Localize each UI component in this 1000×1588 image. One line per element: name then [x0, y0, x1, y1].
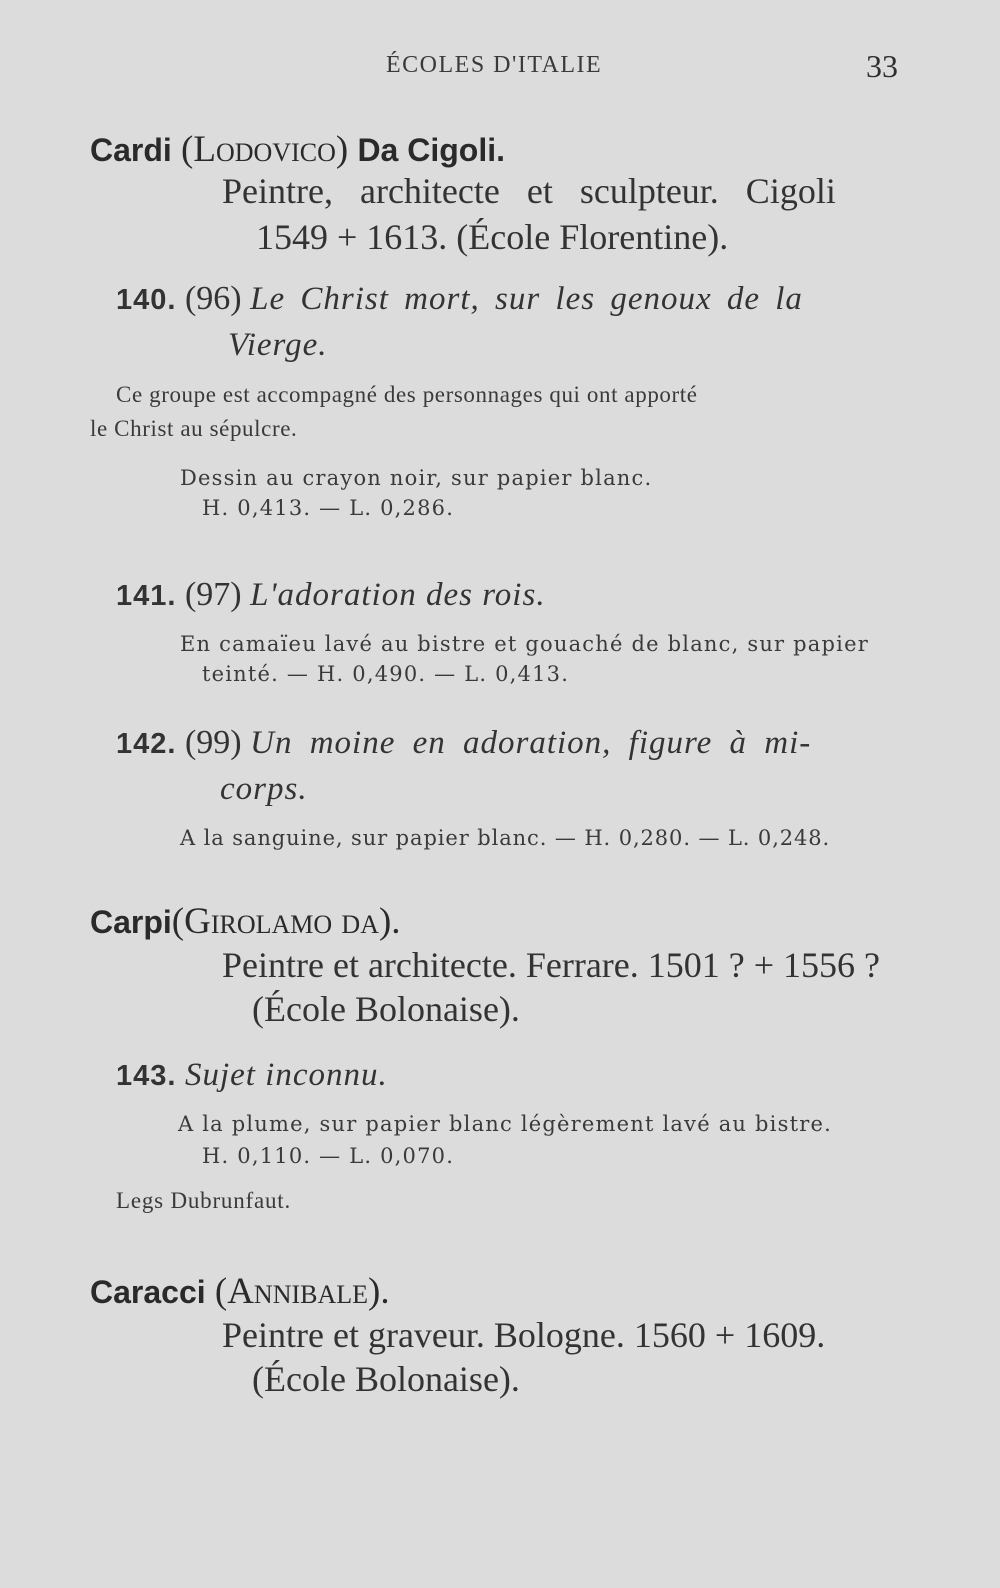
entry-ref: (96) [184, 280, 242, 317]
entry-note-line: le Christ au sépulcre. [90, 416, 298, 441]
artist-bio-line: Peintre et architecte. Ferrare. 1501 ? + 1556 ? [222, 945, 881, 985]
artist-surname: Carpi [90, 904, 172, 940]
entry-title: Sujet inconnu. [184, 1057, 388, 1093]
entry-140-heading [116, 280, 803, 318]
entry-technique-line: H. 0,110. — L. 0,070. [202, 1144, 455, 1168]
artist-bio-line: (École Bolonaise). [252, 1359, 520, 1399]
entry-ref: (99) [184, 724, 242, 761]
artist-surname: Caracci [90, 1274, 206, 1310]
artist-bio-line: (École Bolonaise). [252, 989, 520, 1029]
running-title: ÉCOLES D'ITALIE [386, 52, 603, 78]
artist-heading-cardi [90, 128, 505, 171]
artist-heading-carpi [90, 900, 401, 943]
entry-142-title-cont [220, 770, 308, 808]
entry-title: Un moine en adoration, figure à mi- [250, 725, 812, 761]
entry-provenance: Legs Dubrunfaut. [116, 1188, 292, 1213]
artist-bio-line: Peintre, architecte et sculpteur. Cigoli [222, 171, 836, 211]
artist-given-name: (Lodovico) [181, 129, 349, 170]
artist-suffix: Da Cigoli. [357, 132, 505, 168]
artist-surname: Cardi [90, 132, 172, 168]
entry-technique-line: A la sanguine, sur papier blanc. — H. 0,280. — L. 0,248. [180, 826, 831, 850]
entry-number: 141. [116, 580, 177, 612]
artist-heading-caracci [90, 1270, 390, 1313]
entry-technique-line: teinté. — H. 0,490. — L. 0,413. [202, 662, 570, 686]
entry-ref: (97) [184, 576, 242, 613]
entry-number: 143. [116, 1060, 177, 1092]
entry-technique-line: Dessin au crayon noir, sur papier blanc. [180, 466, 653, 490]
page-number: 33 [866, 48, 898, 84]
entry-number: 142. [116, 728, 177, 760]
artist-given-name: (Annibale). [214, 1271, 390, 1312]
entry-141-heading [116, 576, 546, 614]
entry-title: L'adoration des rois. [250, 577, 546, 613]
entry-140-title-cont [228, 326, 328, 364]
entry-title-continuation: Vierge. [228, 327, 328, 363]
entry-technique-line: A la plume, sur papier blanc légèrement lavé au bistre. [178, 1112, 832, 1136]
entry-title-continuation: corps. [220, 771, 308, 807]
entry-technique-line: H. 0,413. — L. 0,286. [202, 496, 455, 520]
entry-143-heading [116, 1056, 388, 1094]
artist-given-name: (Girolamo da). [171, 901, 401, 942]
entry-technique-line: En camaïeu lavé au bistre et gouaché de blanc, sur papier [180, 632, 869, 656]
entry-title: Le Christ mort, sur les genoux de la [250, 281, 803, 317]
artist-bio-line: 1549 + 1613. (École Florentine). [256, 217, 729, 257]
entry-142-heading [116, 724, 811, 762]
artist-bio-line: Peintre et graveur. Bologne. 1560 + 1609. [222, 1315, 826, 1355]
entry-note-line: Ce groupe est accompagné des personnages qui ont apporté [116, 382, 698, 407]
entry-number: 140. [116, 284, 177, 316]
